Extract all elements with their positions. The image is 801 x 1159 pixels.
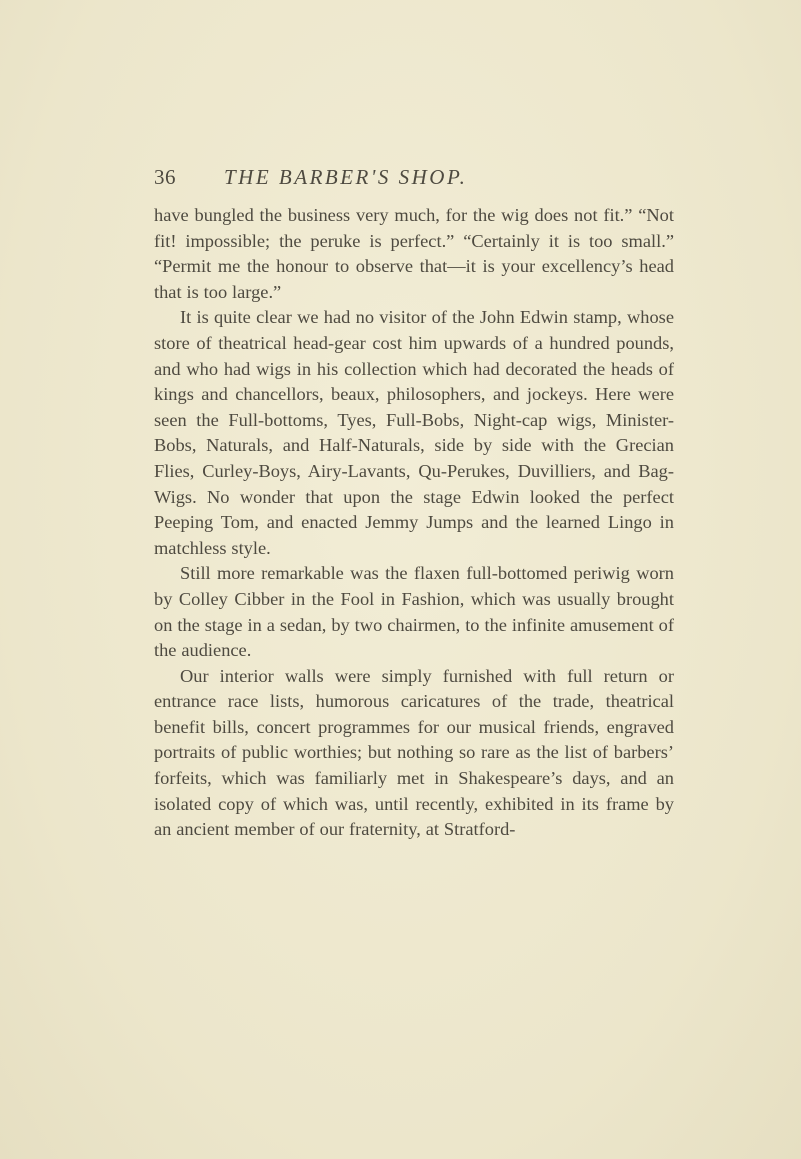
body-text (154, 203, 674, 843)
paragraph-2: It is quite clear we had no visitor of the John Edwin stamp, whose store of theatrical head-gear cost him upwards of a hundred pounds, and who had wigs in his collection which had decorated the heads of kings and chancellors, beaux, philosophers, and jockeys. Here were seen the Full-bottoms, Tyes, Full-Bobs, Night-cap wigs, Minister-Bobs, Naturals, and Half-Naturals, side by side with the Grecian Flies, Curley-Boys, Airy-Lavants, Qu-Perukes, Duvilliers, and Bag-Wigs. No wonder that upon the stage Edwin looked the perfect Peeping Tom, and enacted Jemmy Jumps and the learned Lingo in matchless style. (154, 307, 674, 558)
paragraph-3: Still more remarkable was the flaxen full-bottomed periwig worn by Colley Cibber in the Fool in Fashion, which was usually brought on the stage in a sedan, by two chairmen, to the infinite amusement of the audience. (154, 563, 674, 661)
running-title: THE BARBER'S SHOP. (224, 165, 468, 189)
paragraph-1: have bungled the business very much, for the wig does not fit.” “Not fit! impossible; the peruke is perfect.” “Certainly it is too small.” “Permit me the honour to observe that—it is your excellency’s head that is too large.” (154, 205, 674, 302)
paragraph-4: Our interior walls were simply furnished with full return or entrance race lists, humorous caricatures of the trade, theatrical benefit bills, concert programmes for our musical friends, engraved portraits of public worthies; but nothing so rare as the list of barbers’ forfeits, which was familiarly met in Shakespeare’s days, and an isolated copy of which was, until recently, exhibited in its frame by an ancient member of our fraternity, at Stratford- (154, 665, 674, 840)
page-number: 36 (154, 165, 176, 189)
running-head (154, 165, 674, 195)
